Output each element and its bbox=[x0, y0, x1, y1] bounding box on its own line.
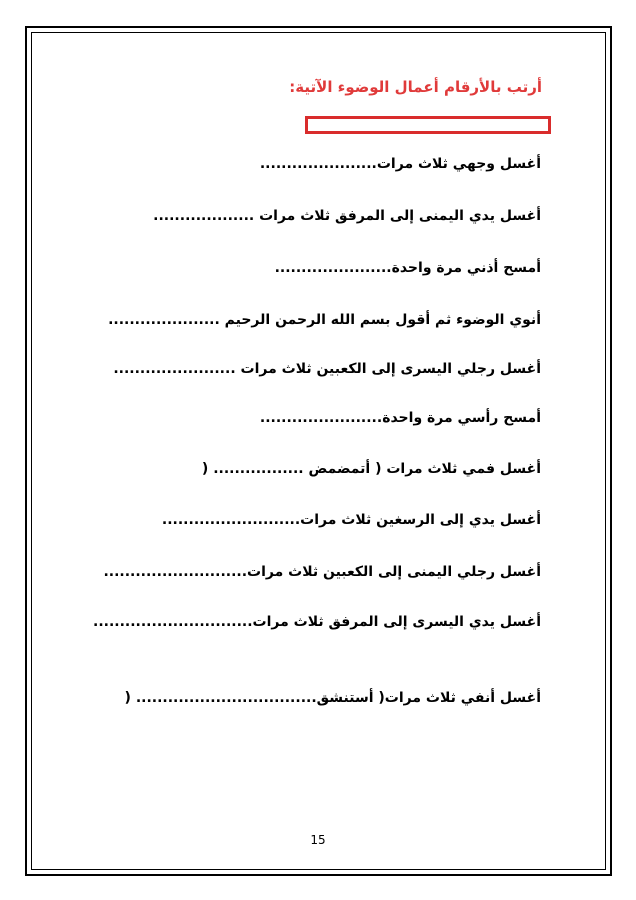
item-wipe-head: أمسح رأسي مرة واحدة....................... bbox=[259, 410, 541, 426]
item-wash-left-arm: أغسل يدي اليسرى إلى المرفق ثلاث مرات.............................. bbox=[93, 614, 541, 630]
worksheet-title: أرتب بالأرقام أعمال الوضوء الآتية: bbox=[289, 78, 542, 96]
item-wash-right-foot: أغسل رجلي اليمنى إلى الكعبين ثلاث مرات........................... bbox=[103, 564, 541, 580]
item-wipe-ears: أمسح أذني مرة واحدة...................... bbox=[274, 260, 541, 276]
item-wash-right-arm: أغسل يدي اليمنى إلى المرفق ثلاث مرات ................... bbox=[153, 208, 541, 224]
item-rinse-mouth: أغسل فمي ثلاث مرات ( أتمضمض ................. ( bbox=[201, 461, 541, 477]
item-wash-left-foot: أغسل رجلي اليسرى إلى الكعبين ثلاث مرات ....................... bbox=[113, 361, 541, 377]
item-rinse-nose: أغسل أنفي ثلاث مرات( أستنشق.................................. ( bbox=[124, 690, 541, 706]
item-intention-basmala: أنوي الوضوء ثم أقول بسم الله الرحمن الرحيم ..................... bbox=[108, 312, 541, 328]
answer-box[interactable] bbox=[305, 116, 551, 134]
item-wash-hands-wrists: أغسل يدي إلى الرسغين ثلاث مرات.......................... bbox=[161, 512, 541, 528]
page-number: 15 bbox=[310, 833, 326, 847]
item-wash-face: أغسل وجهي ثلاث مرات...................... bbox=[259, 156, 541, 172]
